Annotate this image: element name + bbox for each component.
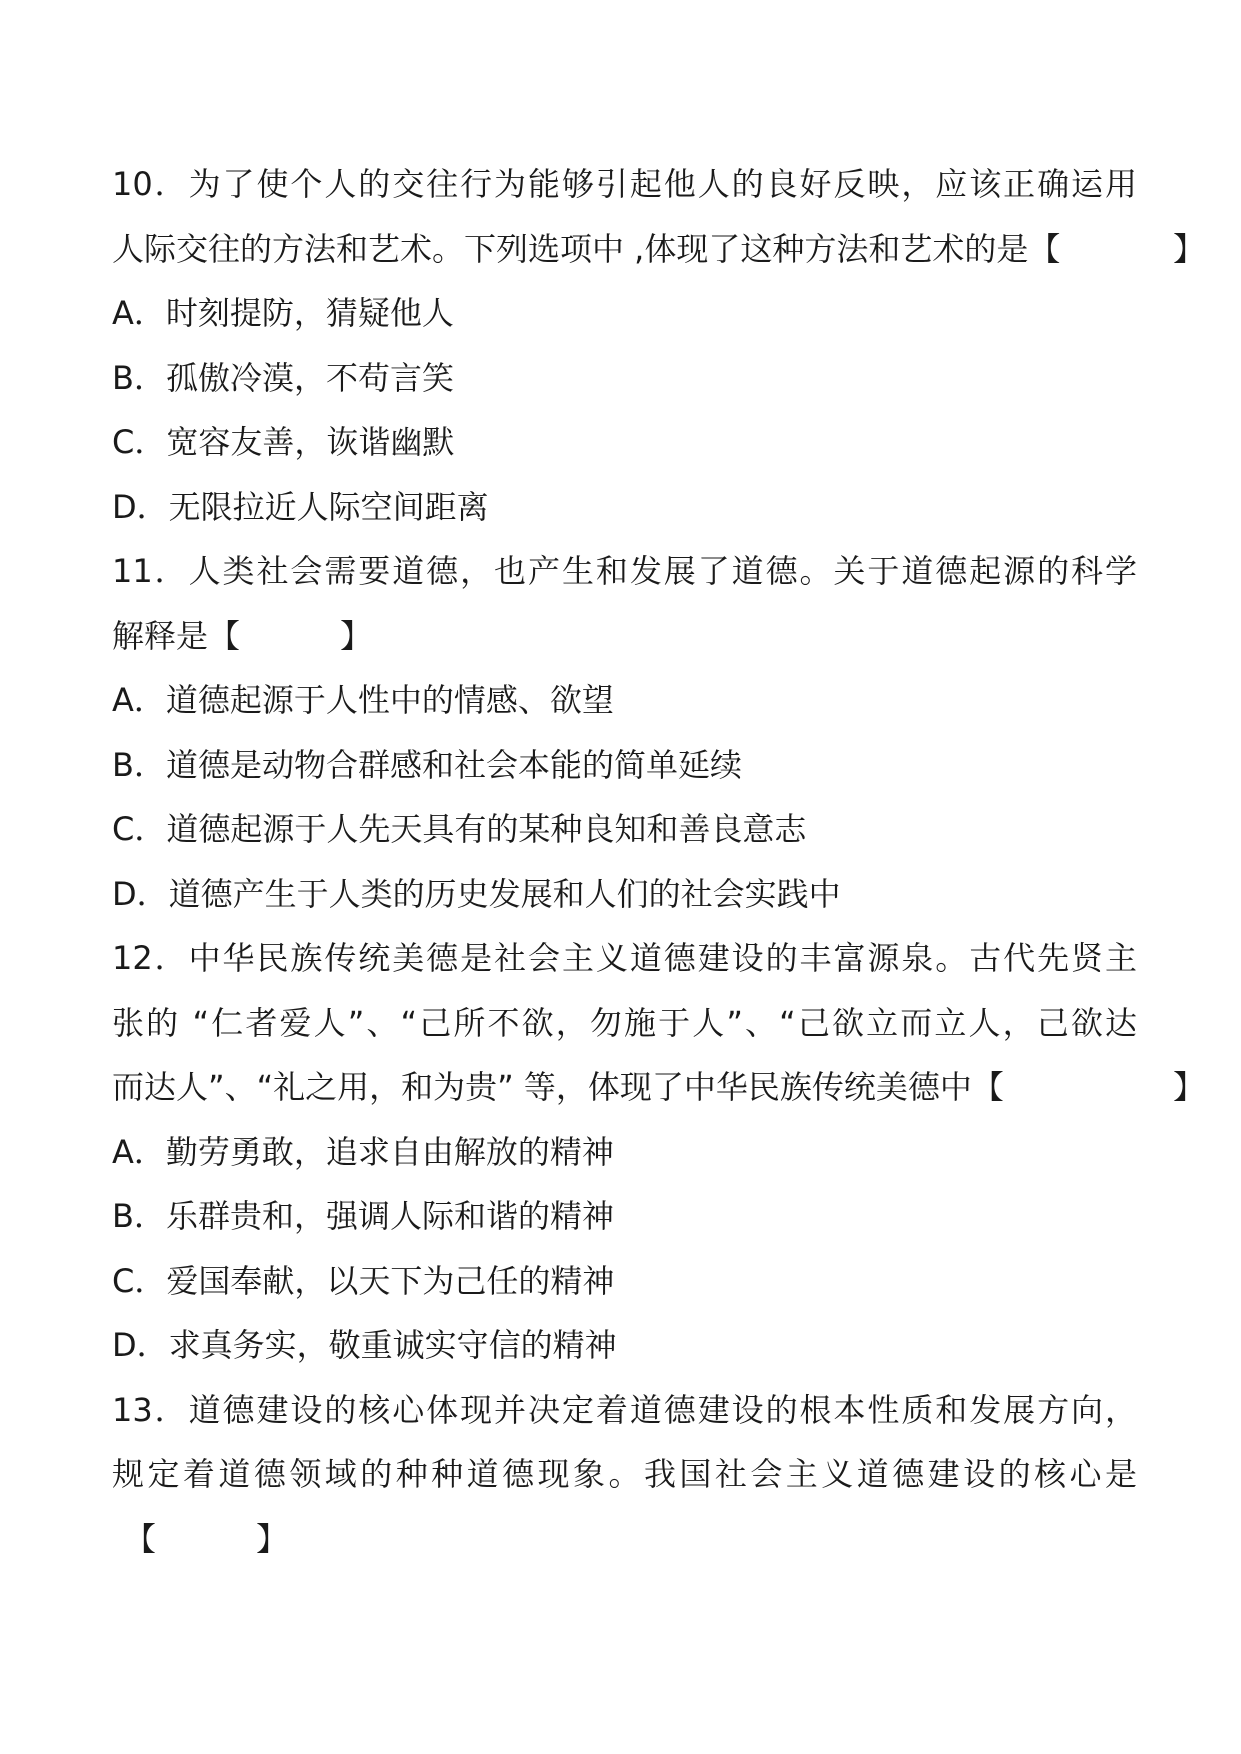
question-10-stem-text: 人际交往的方法和艺术。下列选项中 ,体现了这种方法和艺术的是【 <box>112 229 1061 268</box>
question-12 <box>112 926 1205 1378</box>
question-12-stem-line-1: 12．中华民族传统美德是社会主义道德建设的丰富源泉。古代先贤主 <box>112 939 1137 977</box>
question-10 <box>112 152 1205 539</box>
question-11 <box>112 539 1137 926</box>
question-12-option-a: A．勤劳勇敢，追求自由解放的精神 <box>112 1132 614 1171</box>
question-10-option-a: A．时刻提防，猜疑他人 <box>112 294 454 332</box>
question-10-option-d: D．无限拉近人际空间距离 <box>112 487 489 526</box>
question-10-stem-line-2 <box>112 217 1205 282</box>
question-10-answer-bracket-close: 】 <box>1172 229 1205 268</box>
question-list <box>112 152 1205 1571</box>
question-10-stem-line-1: 10．为了使个人的交往行为能够引起他人的良好反映，应该正确运用 <box>112 165 1137 203</box>
question-11-stem-text: 解释是【 <box>112 616 241 655</box>
question-11-option-d: D．道德产生于人类的历史发展和人们的社会实践中 <box>112 874 841 913</box>
question-13-stem-line-2: 规定着道德领域的种种道德现象。我国社会主义道德建设的核心是 <box>112 1455 1137 1493</box>
question-10-option-c: C．宽容友善，诙谐幽默 <box>112 423 455 461</box>
question-13-stem-line-1: 13．道德建设的核心体现并决定着道德建设的根本性质和发展方向， <box>112 1390 1137 1429</box>
question-11-option-a: A．道德起源于人性中的情感、欲望 <box>112 681 614 719</box>
question-13 <box>112 1378 1137 1572</box>
question-13-answer-bracket-close: 】 <box>256 1519 289 1558</box>
question-12-option-b: B．乐群贵和，强调人际和谐的精神 <box>112 1197 614 1235</box>
question-12-stem-text: 而达人”、“礼之用，和为贵” 等，体现了中华民族传统美德中【 <box>112 1068 1004 1106</box>
question-12-option-c: C．爱国奉献，以天下为己任的精神 <box>112 1261 615 1300</box>
question-13-answer-bracket <box>112 1507 1137 1572</box>
question-13-answer-bracket-open: 【 <box>124 1519 157 1558</box>
question-12-option-d: D．求真务实，敬重诚实守信的精神 <box>112 1326 617 1364</box>
question-12-stem-line-2: 张的 “仁者爱人”、“己所不欲，勿施于人”、“己欲立而立人，己欲达 <box>112 1003 1137 1042</box>
question-10-option-b: B．孤傲冷漠，不苟言笑 <box>112 358 454 397</box>
question-11-option-b: B．道德是动物合群感和社会本能的简单延续 <box>112 745 742 784</box>
question-12-answer-bracket-close: 】 <box>1172 1068 1205 1106</box>
question-12-stem-line-3 <box>112 1055 1205 1120</box>
question-11-option-c: C．道德起源于人先天具有的某种良知和善良意志 <box>112 810 807 848</box>
question-11-stem-line-2 <box>112 604 1137 669</box>
question-11-stem-line-1: 11．人类社会需要道德，也产生和发展了道德。关于道德起源的科学 <box>112 552 1137 590</box>
question-11-answer-bracket-close: 】 <box>340 616 373 655</box>
